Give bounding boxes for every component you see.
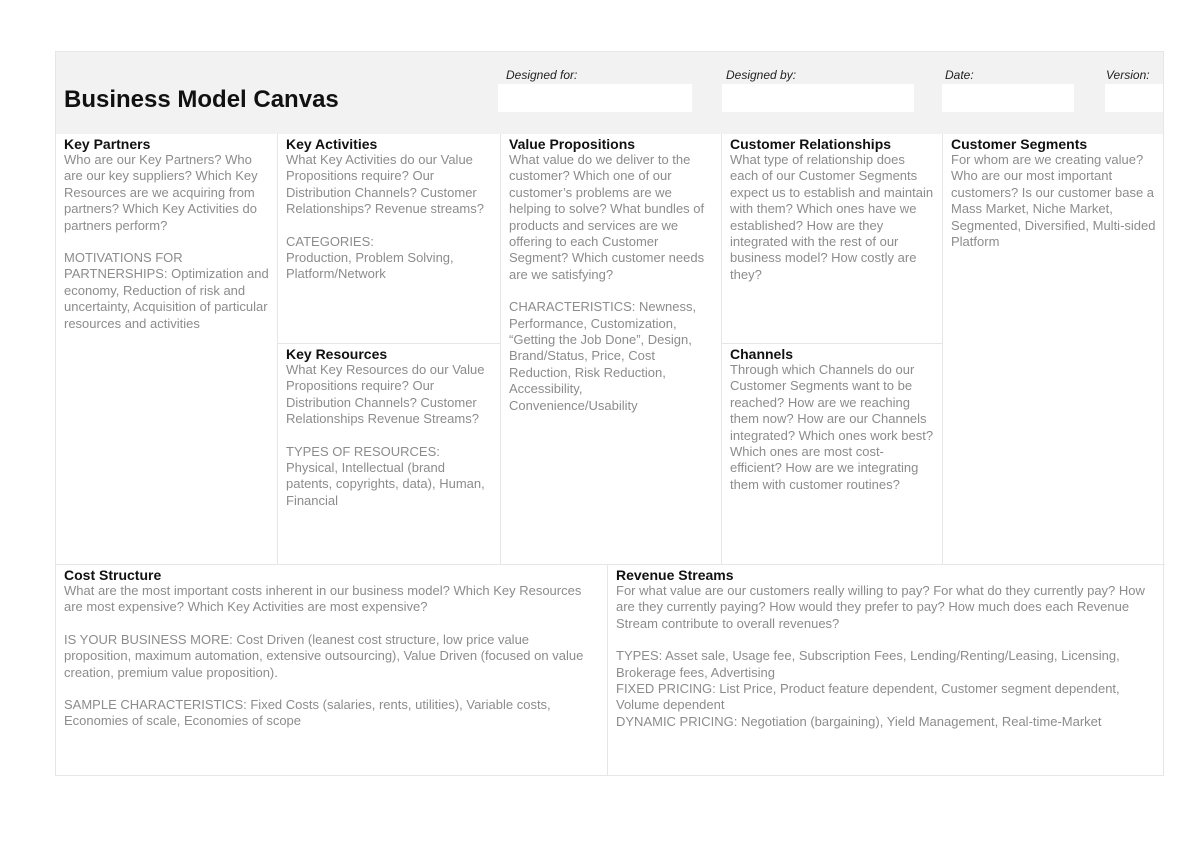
cost-structure-notes: IS YOUR BUSINESS MORE: Cost Driven (leanest cost structure, low price value proposition, maximum automation, extensive outsourcing), Value Driven (focused on value creation, premium value proposition). (64, 631, 584, 680)
key-activities-notes: CATEGORIES: Production, Problem Solving, Platform/Network (286, 233, 454, 282)
value-propositions-title: Value Propositions (509, 136, 636, 152)
designed-for-field[interactable] (498, 84, 692, 112)
cost-structure-block[interactable] (56, 565, 608, 775)
page-title: Business Model Canvas (64, 86, 339, 113)
key-activities-title: Key Activities (286, 136, 378, 152)
customer-segments-questions: For whom are we creating value? Who are our most important customers? Is our customer base a Mass Market, Niche Market, Segmented, Diversified, Multi-sided Platform (951, 152, 1156, 250)
cost-structure-characteristics: SAMPLE CHARACTERISTICS: Fixed Costs (salaries, rents, utilities), Variable costs, Economies of scale, Economies of scope (64, 697, 551, 729)
channels-title: Channels (730, 346, 794, 362)
customer-segments-title: Customer Segments (951, 136, 1088, 152)
key-activities-block[interactable] (278, 134, 501, 344)
designed-by-field[interactable] (722, 84, 914, 112)
version-label: Version: (1106, 68, 1150, 82)
key-resources-questions: What Key Resources do our Value Propositions require? Our Distribution Channels? Customer Relationships Revenue Streams? (286, 362, 485, 427)
designed-by-label: Designed by: (726, 68, 797, 82)
customer-segments-block[interactable] (943, 134, 1165, 565)
revenue-streams-title: Revenue Streams (616, 567, 734, 583)
value-propositions-questions: What value do we deliver to the customer? Which one of our customer’s problems are we helping to solve? What bundles of products and services are we offering to each Customer Segment? Which customer needs are we satisfying? (509, 152, 705, 282)
revenue-streams-block[interactable] (608, 565, 1165, 775)
key-resources-block[interactable] (278, 344, 501, 565)
channels-block[interactable] (722, 344, 943, 565)
value-propositions-block[interactable] (501, 134, 722, 565)
cost-structure-questions: What are the most important costs inherent in our business model? Which Key Resources are most expensive? Which Key Activities are most expensive? (64, 583, 582, 615)
key-resources-title: Key Resources (286, 346, 388, 362)
customer-relationships-title: Customer Relationships (730, 136, 892, 152)
revenue-streams-notes: TYPES: Asset sale, Usage fee, Subscription Fees, Lending/Renting/Leasing, Licensing, Brokerage fees, Advertising FIXED PRICING: List Price, Product feature dependent, Customer segment dependent, Volume dependent DYNAMIC PRICING: Negotiation (bargaining), Yield Management, Real-time-Market (616, 648, 1120, 729)
value-propositions-notes: CHARACTERISTICS: Newness, Performance, Customization, “Getting the Job Done”, Design, Brand/Status, Price, Cost Reduction, Risk Reduction, Accessibility, Convenience/Usability (509, 299, 697, 413)
designed-for-label: Designed for: (506, 68, 578, 82)
customer-relationships-block[interactable] (722, 134, 943, 344)
key-partners-questions: Who are our Key Partners? Who are our key suppliers? Which Key Resources are we acquiring from partners? Which Key Activities do partners perform? (64, 152, 258, 233)
date-label: Date: (945, 68, 974, 82)
channels-questions: Through which Channels do our Customer Segments want to be reached? How are we reaching them now? How are our Channels integrated? Which ones work best? Which ones are most cost-efficient? How are we integrating them with customer routines? (730, 362, 934, 492)
key-partners-block[interactable] (56, 134, 278, 565)
version-field[interactable] (1105, 84, 1163, 112)
date-field[interactable] (942, 84, 1074, 112)
key-partners-notes: MOTIVATIONS FOR PARTNERSHIPS: Optimization and economy, Reduction of risk and uncertainty, Acquisition of particular resources and activities (64, 250, 269, 331)
key-activities-questions: What Key Activities do our Value Propositions require? Our Distribution Channels? Customer Relationships? Revenue streams? (286, 152, 484, 217)
revenue-streams-questions: For what value are our customers really willing to pay? For what do they currently pay? How are they currently paying? How would they prefer to pay? How much does each Revenue Stream contribute to overall revenues? (616, 583, 1145, 631)
customer-relationships-questions: What type of relationship does each of our Customer Segments expect us to establish and maintain with them? Which ones have we established? How are they integrated with the rest of our business model? How costly are they? (730, 152, 934, 282)
business-model-canvas (55, 51, 1164, 776)
canvas-header (56, 52, 1163, 134)
cost-structure-title: Cost Structure (64, 567, 162, 583)
key-partners-title: Key Partners (64, 136, 151, 152)
key-resources-notes: TYPES OF RESOURCES: Physical, Intellectual (brand patents, copyrights, data), Human, Financial (286, 443, 485, 508)
